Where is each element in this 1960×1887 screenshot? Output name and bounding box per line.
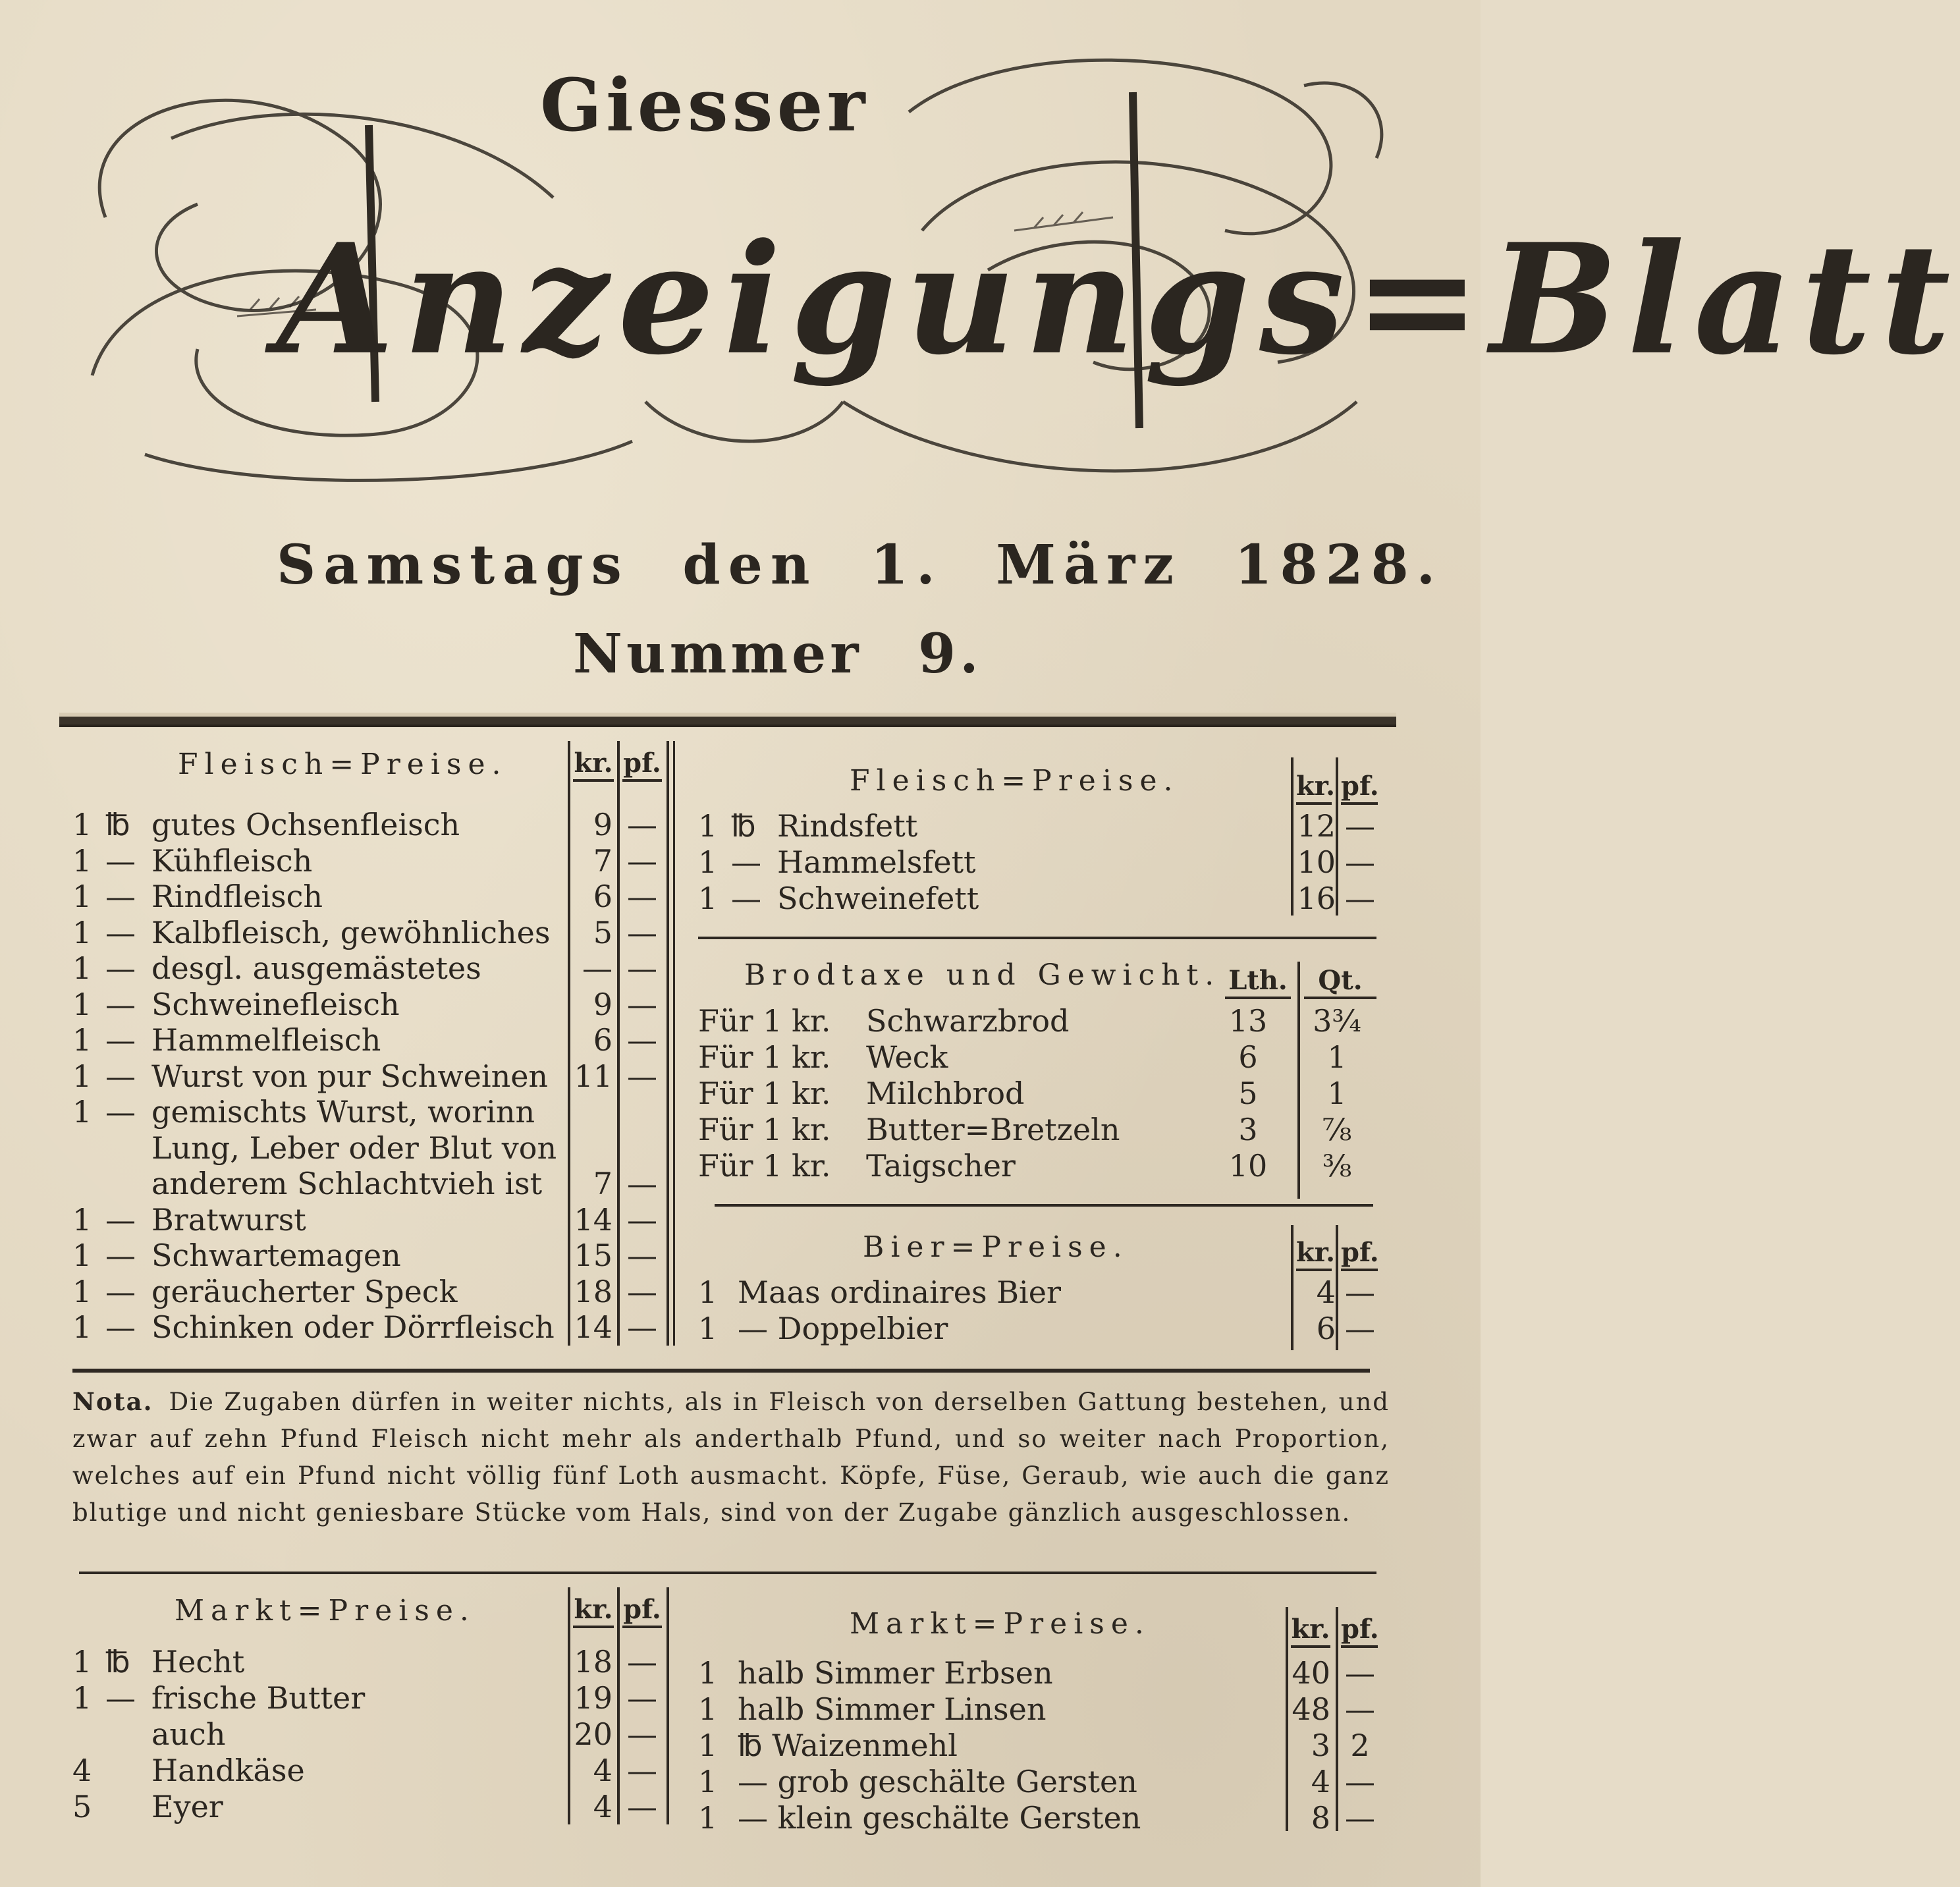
row-item-name: Hammelfleisch: [151, 1022, 381, 1058]
issue-month: März: [996, 533, 1182, 597]
meat-left-row: [72, 987, 678, 1022]
nota-paragraph: [72, 1383, 1390, 1531]
row-item-name: Schinken oder Dörrfleisch: [151, 1309, 555, 1345]
row-kr: 4: [593, 1789, 612, 1824]
row-kr: 9: [593, 986, 612, 1022]
row-item-name: Lung, Leber oder Blut von: [151, 1130, 557, 1166]
row-pf: —: [627, 1238, 657, 1273]
row-kr: 4: [1311, 1764, 1330, 1799]
market-left-kr-header: kr.: [573, 1594, 614, 1628]
issue-number: [573, 622, 1016, 686]
row-qty: 1: [72, 879, 92, 914]
row-qty: 1: [72, 842, 92, 879]
meat-left-row: [72, 1202, 678, 1238]
row-pf: —: [627, 1166, 657, 1201]
bread-qt-header: Qt.: [1304, 965, 1376, 999]
row-unit: —: [731, 881, 761, 916]
row-pf: —: [1345, 1800, 1375, 1836]
row-item-name: ℔ Waizenmehl: [738, 1728, 958, 1763]
row-kr: 18: [574, 1273, 612, 1309]
row-pf: —: [1345, 1655, 1375, 1691]
bread-name: Butter=Bretzeln: [866, 1112, 1120, 1147]
row-qty: 1: [72, 807, 92, 842]
center-divider: [673, 741, 675, 1346]
bread-prefix: Für 1 kr.: [698, 1112, 831, 1147]
beer-pf: —: [1345, 1274, 1375, 1310]
row-item-name: frische Butter: [151, 1680, 366, 1716]
row-kr: 16: [1297, 881, 1336, 916]
row-unit: —: [105, 1273, 136, 1309]
row-qty: 4: [72, 1753, 92, 1788]
issue-number-value: 9.: [918, 622, 983, 686]
row-qty: 1: [698, 844, 718, 880]
row-pf: —: [1345, 1764, 1375, 1799]
row-item-name: Rindfleisch: [151, 879, 323, 914]
row-kr: —: [582, 950, 612, 986]
bread-prefix: Für 1 kr.: [698, 1003, 831, 1039]
issue-number-label: Nummer: [573, 622, 863, 686]
row-pf: —: [627, 1644, 657, 1680]
row-item-name: Hammelsfett: [777, 844, 976, 880]
market-left-row: [72, 1716, 678, 1752]
row-item-name: anderem Schlachtvieh ist: [151, 1166, 543, 1201]
row-item-name: Wurst von pur Schweinen: [151, 1058, 549, 1094]
row-pf: —: [627, 1716, 657, 1752]
row-kr: 14: [574, 1201, 612, 1238]
row-item-name: desgl. ausgemästetes: [151, 950, 481, 986]
meat-left-pf-header: pf.: [622, 748, 662, 782]
row-kr: 3: [1311, 1728, 1330, 1763]
bread-row: [698, 1148, 1383, 1184]
meat-left-row: [72, 1022, 678, 1058]
bread-title: Brodtaxe und Gewicht.: [744, 958, 1221, 992]
issue-weekday: Samstags: [277, 533, 630, 597]
nota-label: Nota.: [72, 1387, 153, 1416]
row-pf: —: [627, 1058, 657, 1094]
row-item-name: Rindsfett: [777, 808, 918, 844]
row-kr: 40: [1292, 1655, 1330, 1691]
bread-lth: 6: [1238, 1039, 1258, 1075]
row-pf: —: [627, 986, 657, 1022]
row-unit: —: [105, 1058, 136, 1094]
market-left-title: Markt=Preise.: [175, 1594, 476, 1627]
row-qty: 1: [72, 1094, 92, 1130]
row-unit: ℔: [105, 807, 130, 842]
row-pf: —: [627, 807, 657, 842]
masthead-title: Anzeigungs=Blatt: [277, 211, 1960, 389]
row-qty: 1: [72, 1680, 92, 1716]
bread-name: Schwarzbrod: [866, 1003, 1070, 1039]
row-unit: —: [105, 914, 136, 950]
meat-right-kr-header: kr.: [1296, 771, 1332, 805]
row-kr: 5: [593, 914, 612, 950]
bread-row: [698, 1003, 1383, 1039]
bread-lth: 3: [1238, 1112, 1258, 1147]
meat-left-row: [72, 915, 678, 950]
row-pf: —: [627, 950, 657, 986]
market-right-row: [698, 1691, 1383, 1727]
meat-left-row: [72, 1238, 678, 1273]
row-unit: ℔: [105, 1644, 130, 1680]
bread-lth: 13: [1228, 1003, 1268, 1039]
row-item-name: gutes Ochsenfleisch: [151, 807, 460, 842]
row-item-name: Handkäse: [151, 1753, 305, 1788]
meat-right-pf-header: pf.: [1341, 771, 1378, 805]
row-qty: 5: [72, 1789, 92, 1824]
meat-right-row: [698, 808, 1383, 844]
beer-pf-header: pf.: [1341, 1237, 1378, 1271]
row-unit: —: [105, 1309, 136, 1345]
row-unit: —: [105, 1022, 136, 1058]
market-left-pf-header: pf.: [622, 1594, 662, 1628]
row-item-name: auch: [151, 1716, 226, 1752]
row-pf: —: [1345, 808, 1375, 844]
issue-year: 1828.: [1234, 533, 1444, 597]
issue-den: den: [682, 533, 818, 597]
market-left-row: [72, 1789, 678, 1824]
row-pf: —: [627, 1022, 657, 1058]
row-kr: 10: [1297, 844, 1336, 880]
row-pf: —: [1345, 881, 1375, 916]
row-kr: 9: [593, 807, 612, 842]
meat-left-row: [72, 1130, 678, 1166]
row-qty: 1: [72, 1644, 92, 1680]
row-unit: —: [105, 1238, 136, 1273]
beer-name: — Doppelbier: [738, 1311, 948, 1346]
bread-qt: 1: [1327, 1039, 1347, 1075]
row-pf: —: [627, 1680, 657, 1716]
row-kr: 48: [1292, 1691, 1330, 1727]
market-left-row: [72, 1680, 678, 1716]
bread-lth: 10: [1228, 1148, 1268, 1184]
row-kr: 20: [574, 1716, 612, 1752]
bread-bottom-rule: [715, 1204, 1373, 1207]
row-unit: —: [105, 950, 136, 986]
meat-left-kr-header: kr.: [573, 748, 614, 782]
row-qty: 1: [72, 1058, 92, 1094]
bread-qt: ⅞: [1322, 1112, 1352, 1147]
market-right-row: [698, 1764, 1383, 1799]
row-kr: 19: [574, 1680, 612, 1716]
row-qty: 1: [698, 1691, 718, 1727]
market-left-row: [72, 1644, 678, 1680]
bread-name: Weck: [866, 1039, 948, 1075]
row-unit: —: [105, 986, 136, 1022]
meat-left-row: [72, 1274, 678, 1309]
row-pf: —: [627, 879, 657, 914]
row-qty: 1: [698, 808, 718, 844]
row-item-name: Kühfleisch: [151, 842, 313, 879]
row-qty: 1: [72, 1238, 92, 1273]
row-pf: 2: [1350, 1728, 1370, 1763]
bread-lth-header: Lth.: [1225, 965, 1291, 999]
row-qty: 1: [72, 1273, 92, 1309]
bread-prefix: Für 1 kr.: [698, 1076, 831, 1111]
bread-name: Milchbrod: [866, 1076, 1025, 1111]
beer-qty: 1: [698, 1274, 718, 1310]
market-right-row: [698, 1655, 1383, 1691]
row-qty: 1: [698, 1728, 718, 1763]
row-item-name: halb Simmer Erbsen: [738, 1655, 1053, 1691]
nota-text: Die Zugaben dürfen in weiter nichts, als in Fleisch von derselben Gattung bestehen, und zwar auf zehn Pfund Fleisch nicht mehr als anderthalb Pfund, und so weiter nach Proportion, welches auf ein Pfund nicht völlig fünf Loth ausmacht. Köpfe, Füse, Geraub, wie auch die ganz blutige und nicht geniesbare Stücke vom Hals, sind von der Zugabe gänzlich ausgeschlossen.: [72, 1388, 1390, 1527]
row-kr: 14: [574, 1309, 612, 1345]
row-pf: —: [627, 842, 657, 879]
bread-row: [698, 1112, 1383, 1147]
meat-left-row: [72, 950, 678, 986]
row-unit: —: [105, 1680, 136, 1716]
bread-qt: ⅜: [1322, 1148, 1352, 1184]
beer-row: [698, 1311, 1383, 1346]
row-kr: 12: [1297, 808, 1336, 844]
bread-prefix: Für 1 kr.: [698, 1039, 831, 1075]
bread-row: [698, 1076, 1383, 1111]
row-pf: —: [627, 914, 657, 950]
meat-left-row: [72, 1058, 678, 1094]
row-qty: 1: [72, 1309, 92, 1345]
row-item-name: gemischts Wurst, worinn: [151, 1094, 535, 1130]
bread-name: Taigscher: [866, 1148, 1016, 1184]
row-qty: 1: [698, 1800, 718, 1836]
bread-qt: 3¾: [1313, 1003, 1361, 1039]
issue-day: 1.: [871, 533, 943, 597]
meat-right-bottom-rule: [698, 937, 1376, 939]
row-kr: 11: [574, 1058, 612, 1094]
beer-kr: 4: [1316, 1274, 1336, 1310]
beer-qty: 1: [698, 1311, 718, 1346]
row-qty: 1: [72, 1201, 92, 1238]
row-pf: —: [627, 1309, 657, 1345]
row-item-name: halb Simmer Linsen: [738, 1691, 1047, 1727]
row-item-name: — grob geschälte Gersten: [738, 1764, 1137, 1799]
beer-row: [698, 1274, 1383, 1310]
row-kr: 7: [593, 842, 612, 879]
row-item-name: Hecht: [151, 1644, 245, 1680]
market-right-pf-header: pf.: [1341, 1614, 1378, 1648]
bread-row: [698, 1039, 1383, 1075]
top-double-rule: [59, 713, 1396, 727]
beer-title: Bier=Preise.: [863, 1230, 1129, 1264]
row-unit: —: [105, 1201, 136, 1238]
row-item-name: Schweinefett: [777, 881, 979, 916]
row-qty: 1: [698, 1655, 718, 1691]
meat-left-title: Fleisch=Preise.: [178, 748, 508, 781]
meat-left-row: [72, 807, 678, 842]
row-pf: —: [627, 1201, 657, 1238]
market-top-rule: [79, 1572, 1376, 1574]
meat-left-row: [72, 843, 678, 879]
row-item-name: Eyer: [151, 1789, 223, 1824]
row-kr: 4: [593, 1753, 612, 1788]
market-right-title: Markt=Preise.: [850, 1607, 1151, 1641]
row-kr: 18: [574, 1644, 612, 1680]
row-pf: —: [627, 1789, 657, 1824]
meat-left-row: [72, 1309, 678, 1345]
row-item-name: geräucherter Speck: [151, 1273, 458, 1309]
market-right-row: [698, 1728, 1383, 1763]
row-item-name: Schwartemagen: [151, 1238, 401, 1273]
row-qty: 1: [698, 1764, 718, 1799]
row-kr: 7: [593, 1166, 612, 1201]
row-unit: —: [105, 879, 136, 914]
row-item-name: Schweinefleisch: [151, 986, 400, 1022]
beer-kr: 6: [1316, 1311, 1336, 1346]
masthead-city: Giesser: [540, 63, 869, 148]
row-kr: 6: [593, 879, 612, 914]
row-qty: 1: [72, 986, 92, 1022]
row-unit: —: [105, 1094, 136, 1130]
row-item-name: Bratwurst: [151, 1201, 306, 1238]
row-item-name: — klein geschälte Gersten: [738, 1800, 1141, 1836]
issue-date: [277, 533, 1444, 597]
row-qty: 1: [72, 914, 92, 950]
meat-left-row: [72, 1094, 678, 1130]
bread-qt: 1: [1327, 1076, 1347, 1111]
meat-left-row: [72, 1166, 678, 1201]
meat-left-row: [72, 879, 678, 914]
beer-kr-header: kr.: [1296, 1237, 1332, 1271]
bread-prefix: Für 1 kr.: [698, 1148, 831, 1184]
bread-lth: 5: [1238, 1076, 1258, 1111]
row-qty: 1: [72, 950, 92, 986]
row-qty: 1: [72, 1022, 92, 1058]
row-unit: —: [105, 842, 136, 879]
meat-right-row: [698, 844, 1383, 880]
market-right-kr-header: kr.: [1291, 1614, 1330, 1648]
row-qty: 1: [698, 881, 718, 916]
row-pf: —: [1345, 1691, 1375, 1727]
beer-pf: —: [1345, 1311, 1375, 1346]
row-unit: ℔: [731, 808, 756, 844]
row-unit: —: [731, 844, 761, 880]
row-pf: —: [627, 1753, 657, 1788]
row-kr: 15: [574, 1238, 612, 1273]
row-pf: —: [1345, 844, 1375, 880]
market-left-row: [72, 1753, 678, 1788]
meat-right-row: [698, 881, 1383, 916]
market-right-row: [698, 1800, 1383, 1836]
row-kr: 8: [1311, 1800, 1330, 1836]
row-item-name: Kalbfleisch, gewöhnliches: [151, 914, 551, 950]
beer-name: Maas ordinaires Bier: [738, 1274, 1061, 1310]
row-pf: —: [627, 1273, 657, 1309]
nota-top-rule: [72, 1369, 1370, 1373]
meat-right-title: Fleisch=Preise.: [850, 764, 1180, 798]
row-kr: 6: [593, 1022, 612, 1058]
